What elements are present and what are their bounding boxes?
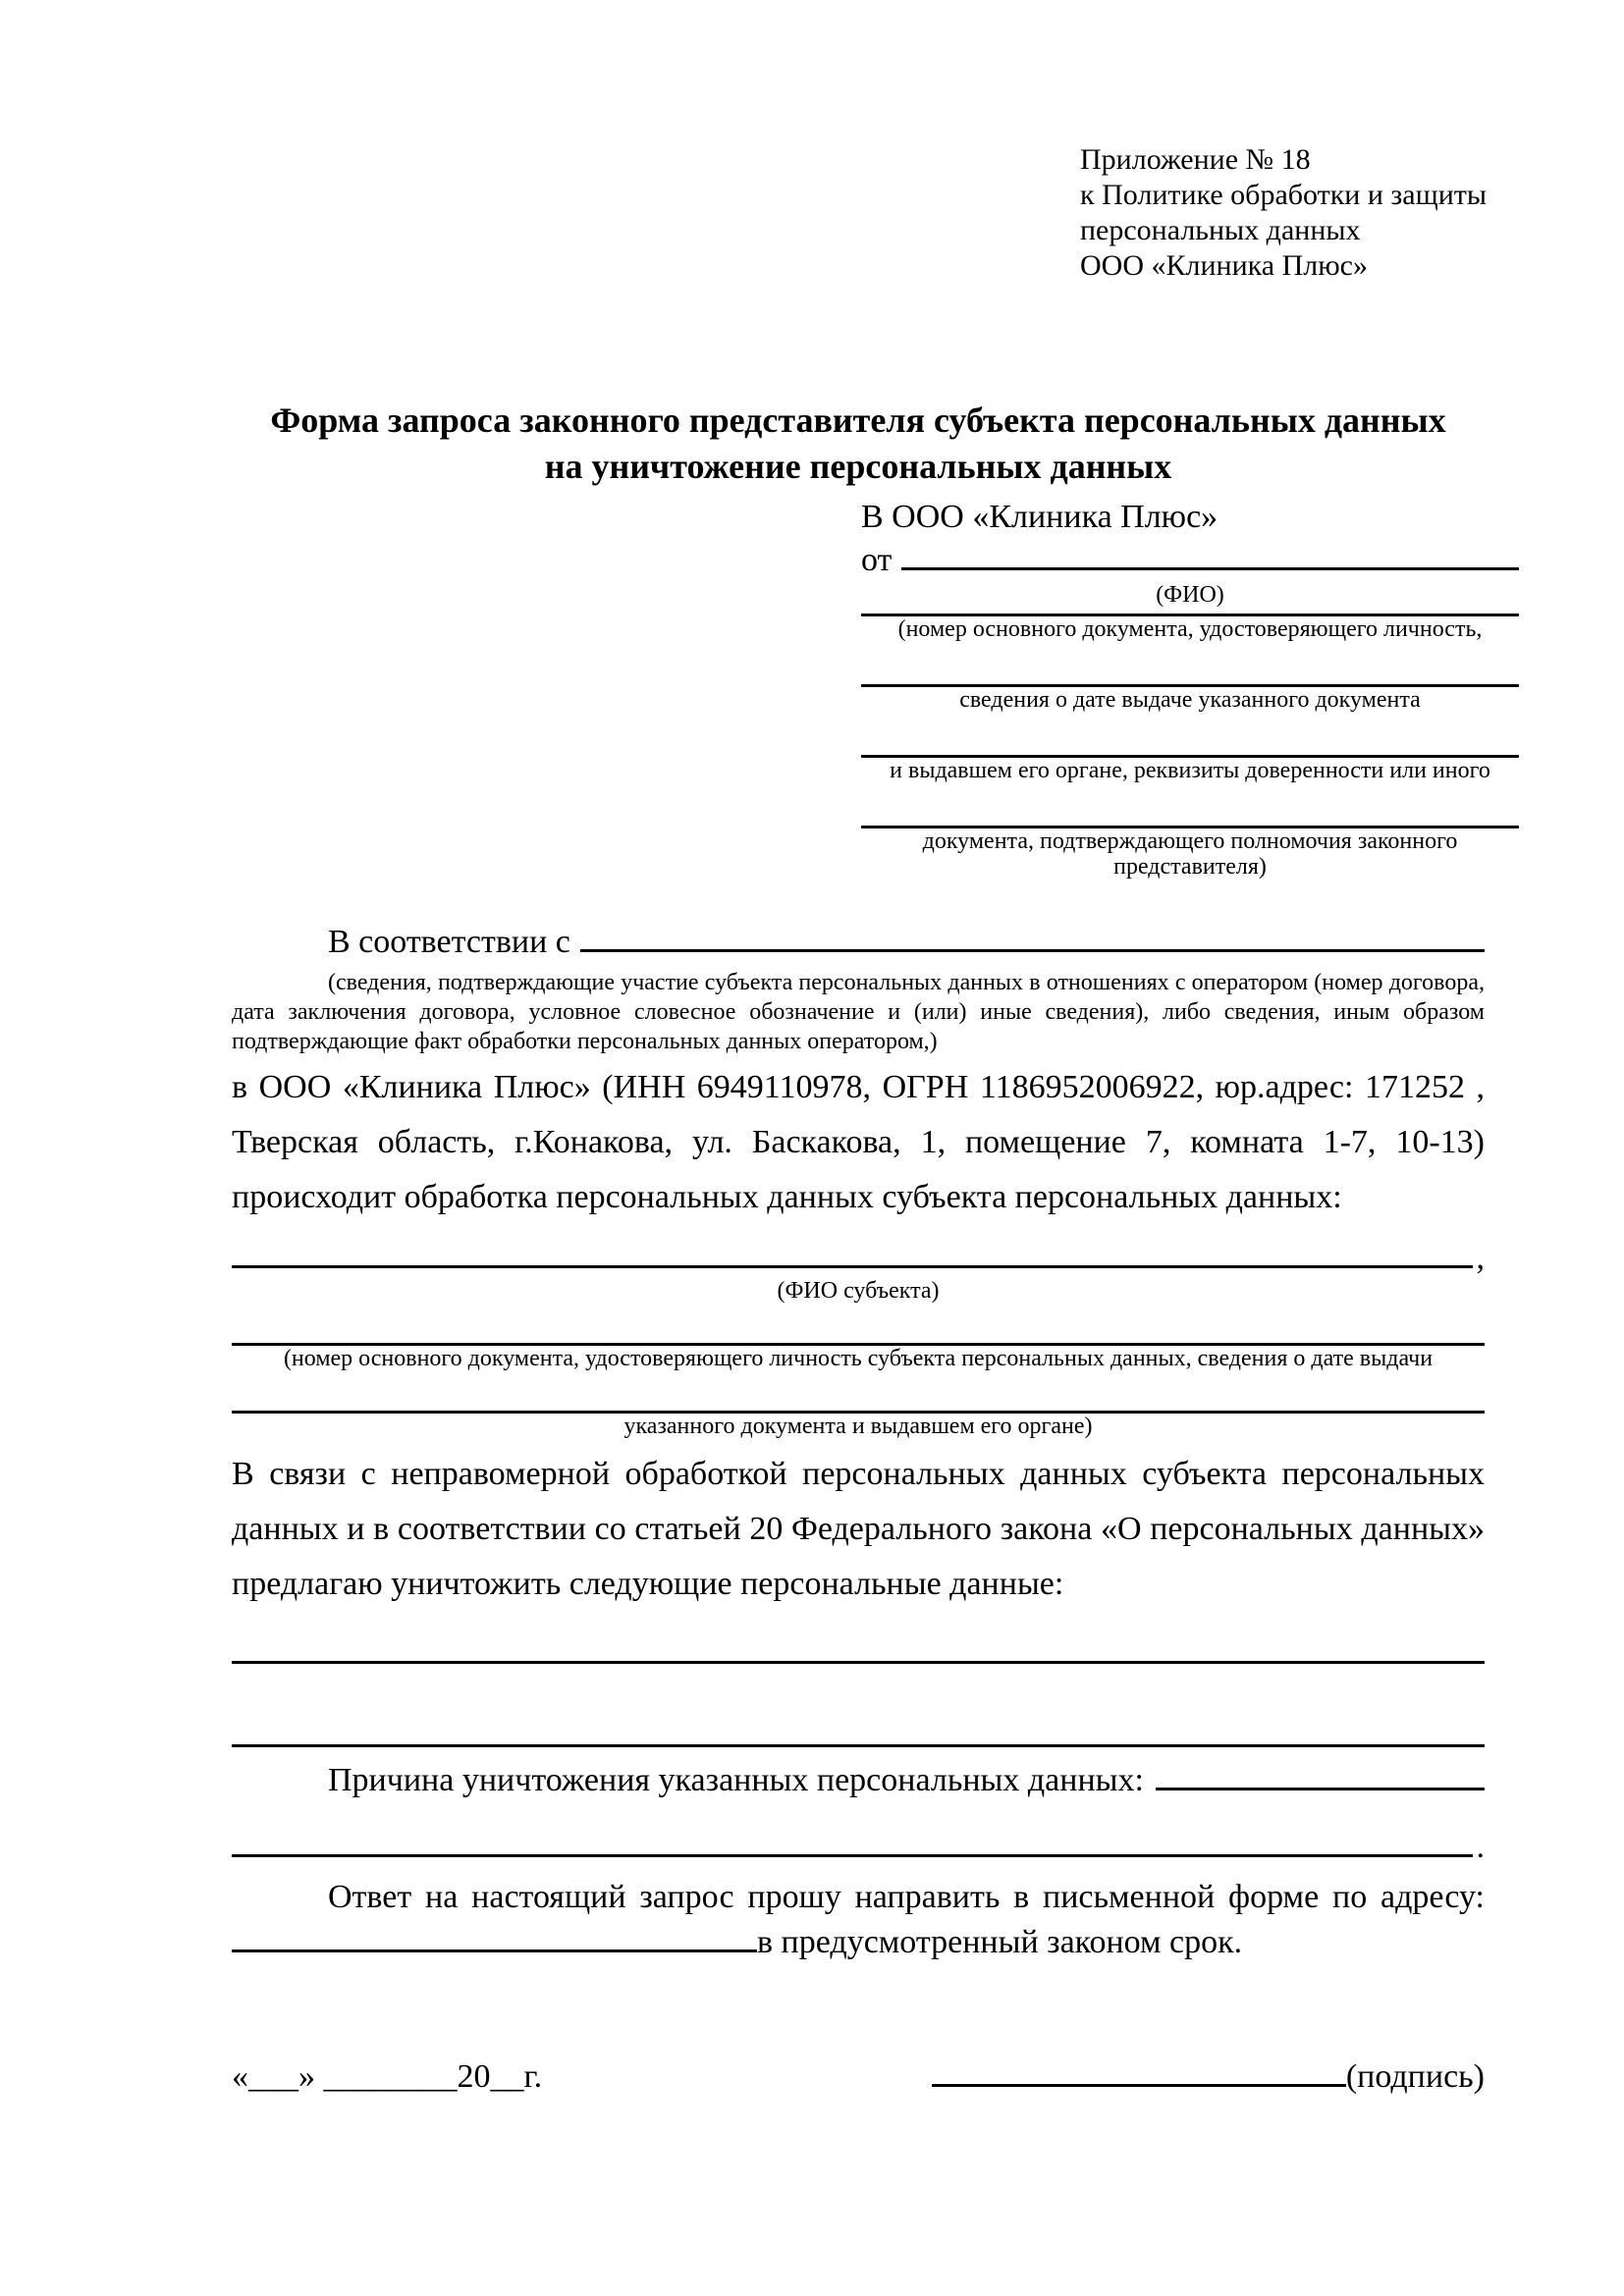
form-title-line-2: на уничтожение персональных данных — [544, 447, 1172, 486]
subject-fio-blank[interactable] — [232, 1265, 1473, 1268]
form-title — [232, 398, 1485, 490]
reason-blank[interactable] — [1156, 1788, 1485, 1790]
signature-blank[interactable] — [932, 2084, 1346, 2087]
representative-document-blank-2[interactable] — [861, 678, 1519, 687]
personal-data-list-blanks — [232, 1628, 1485, 1747]
signature-group — [932, 2056, 1485, 2099]
accordance-blank[interactable] — [580, 949, 1485, 952]
from-label: от — [861, 542, 893, 578]
policy-reference-line-1: к Политике обработки и защиты — [1080, 179, 1488, 211]
addressee-block — [861, 496, 1519, 880]
reason-continuation-row — [232, 1828, 1485, 1867]
subject-document-field-1 — [232, 1335, 1485, 1371]
accordance-footnote: (сведения, подтверждающие участие субъекта персональных данных в отношениях с оператором (номер договора, дата заключения договора, условное словесное обозначение и (или) иные сведения), либо сведения, иным образом подтверждающие факт обработки персональных данных оператором,) — [232, 970, 1485, 1054]
policy-reference-line-2: персональных данных — [1080, 214, 1361, 246]
representative-document-field-3 — [861, 749, 1519, 783]
footer-row — [232, 2056, 1485, 2099]
document-content — [0, 142, 1624, 2099]
subject-document-caption-1: (номер основного документа, удостоверяющего личность субъекта персональных данных, сведения о дате выдачи — [283, 1346, 1434, 1371]
addressee-organization: В ООО «Клиника Плюс» — [861, 499, 1218, 535]
personal-data-blank-1[interactable] — [232, 1628, 1485, 1664]
reason-row — [232, 1759, 1485, 1802]
representative-document-caption-4: документа, подтверждающего полномочия законного представителя) — [922, 828, 1458, 880]
accordance-row — [232, 921, 1485, 964]
reason-period: . — [1476, 1829, 1485, 1865]
fio-caption: (ФИО) — [1156, 582, 1224, 608]
reason-continuation-blank[interactable] — [232, 1854, 1473, 1857]
representative-document-blank-4[interactable] — [861, 820, 1519, 828]
reply-paragraph: Ответ на настоящий запрос прошу направить в письменной форме по адресу: — [328, 1879, 1485, 1915]
reply-tail-text: в предусмотренный законом срок. — [757, 1924, 1243, 1960]
representative-name-blank[interactable] — [901, 567, 1519, 570]
subject-fio-comma: , — [1476, 1240, 1485, 1276]
representative-document-field-1 — [861, 608, 1519, 642]
subject-fio-caption: (ФИО субъекта) — [777, 1278, 940, 1304]
subject-document-caption-2: указанного документа и выдавшем его органе) — [623, 1414, 1093, 1439]
form-title-line-1: Форма запроса законного представителя субъекта персональных данных — [270, 400, 1446, 440]
organization-name-line: ООО «Клиника Плюс» — [1080, 249, 1368, 282]
subject-fio-row — [232, 1239, 1485, 1278]
destroy-request-paragraph: В связи с неправомерной обработкой персональных данных субъекта персональных данных и в соответствии со статьей 20 Федерального закона «О персональных данных» предлагаю уничтожить следующие персональные данные: — [232, 1456, 1485, 1602]
representative-document-caption-2: сведения о дате выдаче указанного документа — [959, 687, 1421, 713]
representative-document-field-2 — [861, 678, 1519, 713]
subject-document-field-2 — [232, 1403, 1485, 1439]
personal-data-blank-2[interactable] — [232, 1711, 1485, 1747]
reply-address-row — [232, 1920, 1485, 1965]
subject-document-blank-2[interactable] — [232, 1403, 1485, 1414]
signature-caption: (подпись) — [1345, 2058, 1485, 2095]
date-line: «___» ________20__г. — [232, 2058, 543, 2095]
representative-document-blank-1[interactable] — [861, 608, 1519, 616]
accordance-lead: В соответствии с — [328, 924, 570, 960]
appendix-header-block — [1080, 142, 1488, 284]
appendix-number-line: Приложение № 18 — [1080, 143, 1311, 176]
reply-address-blank[interactable] — [232, 1949, 757, 1952]
operator-paragraph: в ООО «Клиника Плюс» (ИНН 6949110978, ОГРН 1186952006922, юр.адрес: 171252 , Тверская область, г.Конакова, ул. Баскакова, 1, помещение 7, комната 1-7, 10-13) происходит обработка персональных данных субъекта персональных данных: — [232, 1069, 1485, 1215]
reason-label: Причина уничтожения указанных персональных данных: — [328, 1762, 1144, 1798]
representative-document-caption-1: (номер основного документа, удостоверяющего личность, — [897, 616, 1483, 642]
subject-document-blank-1[interactable] — [232, 1335, 1485, 1346]
representative-document-caption-3: и выдавшем его органе, реквизиты доверенности или иного — [890, 758, 1490, 783]
representative-document-blank-3[interactable] — [861, 749, 1519, 758]
from-row — [861, 539, 1519, 582]
representative-document-field-4 — [861, 820, 1519, 880]
